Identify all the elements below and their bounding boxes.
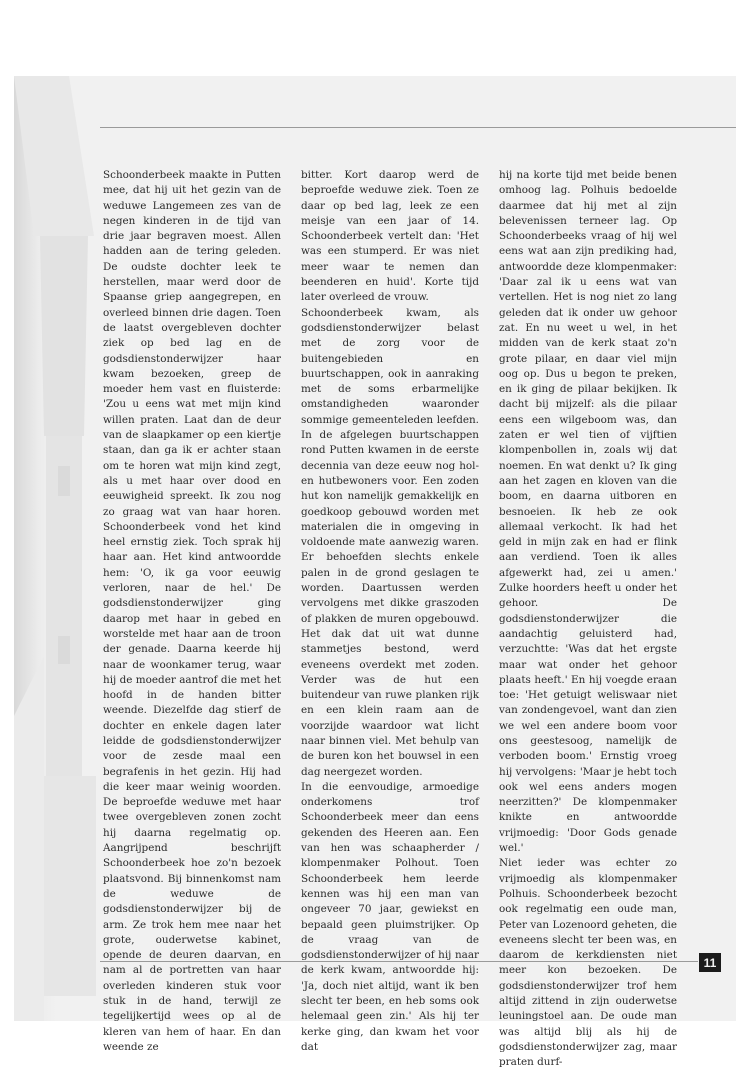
paragraph: Schoonderbeek maakte in Putten mee, dat hij uit het gezin van de weduwe Langemeen zes van de negen kinderen in de tijd van drie jaar begraven moest. Allen hadden aan de tering geleden. De oudste dochter leek te herstellen, maar werd door de Spaanse griep aangegrepen, en overleed binnen drie dagen. Toen de laatst overgebleven dochter ziek op bed lag en de godsdienstonderwijzer haar kwam bezoeken, greep de moeder hem vast en fluisterde: 'Zou u eens wat met mijn kind willen praten. Laat dan de deur van de slaapkamer op een kiertje staan, dan ga ik er achter staan om te horen wat mijn kind zegt, als u met haar over dood en eeuwigheid spreekt. Ik zou nog zo graag wat van haar horen. Schoonderbeek vond het kind heel ernstig ziek. Toch sprak hij haar aan. Het kind antwoordde hem: 'O, ik ga voor eeuwig verloren, naar de hel.' De godsdienstonderwijzer ging daarop met haar in gebed en worstelde met haar aan de troon der genade. Daarna keerde hij naar de woonkamer terug, waar hij de moeder aantrof die met het hoofd in de handen bitter weende. Diezelfde dag stierf de dochter en enkele dagen later leidde de godsdienstonderwijzer voor de zesde maal een begrafenis in het gezin. Hij had die keer maar weinig woorden. De beproefde weduwe met haar twee overgebleven zonen zocht hij daarna regelmatig op. Aangrijpend beschrijft Schoonderbeek hoe zo'n bezoek plaatsvond. Bij binnenkomst nam de weduwe de godsdienstonderwijzer bij de arm. Ze trok hem mee naar het grote, ouderwetse kabinet, opende de deuren daarvan, en nam al de portretten van haar overleden kinderen stuk voor stuk in de hand, terwijl ze tegelijkertijd wees op al de kleren van hem of haar. En dan weende ze [103,169,281,1053]
footer-rule [100,961,698,962]
paragraph: bitter. Kort daarop werd de beproefde weduwe ziek. Toen ze daar op bed lag, leek ze een meisje van een jaar of 14. Schoonderbeek vertelt dan: 'Het was een stumperd. Er was niet meer waar te nemen dan beenderen en huid'. Korte tijd later overleed de vrouw. [301,169,479,304]
paragraph: Niet ieder was echter zo vrijmoedig als klompenmaker Polhuis. Schoonderbeek bezocht ook regelmatig een oude man, Peter van Lozenoord geheten, die eveneens slecht ter been was, en daarom de kerkdiensten niet meer kon bezoeken. De godsdienstonderwijzer trof hem altijd zittend in zijn ouderwetse leuningstoel aan. De oude man was altijd blij als hij de godsdienstonderwijzer zag, maar praten durf- [499,857,677,1069]
text-column-2 [301,168,479,1053]
header-rule [100,127,736,128]
text-column-3 [499,168,677,1069]
paragraph: hij na korte tijd met beide benen omhoog lag. Polhuis bedoelde daarmee dat hij met al zijn belevenissen terneer lag. Op Schoonderbeeks vraag of hij wel eens wat aan zijn prediking had, antwoordde deze klompenmaker: 'Daar zal ik u eens wat van vertellen. Het is nog niet zo lang geleden dat ik onder uw gehoor zat. En nu weet u wel, in het midden van de kerk staat zo'n grote pilaar, en daar viel mijn oog op. Dus u begon te preken, en ik ging de pilaar bekijken. Ik dacht bij mijzelf: als die pilaar eens een wilgeboom was, dan zaten er wel tien of vijftien klompenbollen in, zoals wij dat noemen. En wat denkt u? Ik ging aan het zagen en kloven van die boom, en daarna uitboren en besnoeien. Ik heb ze ook allemaal verkocht. Ik had het geld in mijn zak en had er flink aan verdiend. Toen ik alles afgewerkt had, zei u amen.' Zulke hoorders heeft u onder het gehoor. De godsdienstonderwijzer die aandachtig geluisterd had, verzuchtte: 'Was dat het ergste maar wat onder het gehoor plaats heeft.' En hij voegde eraan toe: 'Het getuigt weliswaar niet van zondengevoel, want dan zien we wel een andere boom voor ons geestesoog, namelijk de verboden boom.' Ernstig vroeg hij vervolgens: 'Maar je hebt toch ook wel eens anders mogen neerzitten?' De klompenmaker knikte en antwoordde vrijmoedig: 'Door Gods genade wel.' [499,169,677,855]
page-number: 11 [699,953,721,972]
paragraph: Schoonderbeek kwam, als godsdienstonderwijzer belast met de zorg voor de buitengebieden en buurtschappen, ook in aanraking met de soms erbarmelijke omstandigheden waaronder sommige gemeenteleden leefden. In de afgelegen buurtschappen rond Putten kwamen in de eerste decennia van deze eeuw nog hol- en hutbewoners voor. Een zoden hut kon namelijk gemakkelijk en goedkoop gebouwd worden met materialen die in omgeving in voldoende mate aanwezig waren. Er behoefden slechts enkele palen in de grond geslagen te worden. Daartussen werden vervolgens met dikke graszoden of plakken de muren opgebouwd. Het dak dat uit wat dunne stammetjes bestond, werd eveneens overdekt met zoden. Verder was de hut een buitendeur van ruwe planken rijk en een klein raam aan de voorzijde waardoor wat licht naar binnen viel. Met behulp van de buren kon het bouwsel in een dag neergezet worden. [301,306,479,778]
magazine-page [14,76,736,1069]
paragraph: In die eenvoudige, armoedige onderkomens trof Schoonderbeek meer dan eens gekenden des Heeren aan. Een van hen was schaapherder / klompenmaker Polhout. Toen Schoonderbeek hem leerde kennen was hij een man van ongeveer 70 jaar, gewiekst en bepaald geen pluimstrijker. Op de vraag van de godsdienstonderwijzer of hij naar de kerk kwam, antwoordde hij: 'Ja, doch niet altijd, want ik ben slecht ter been, en heb soms ook helemaal geen zin.' Als hij ter kerke ging, dan kwam het voor dat [301,780,479,1053]
text-column-1 [103,168,281,1053]
